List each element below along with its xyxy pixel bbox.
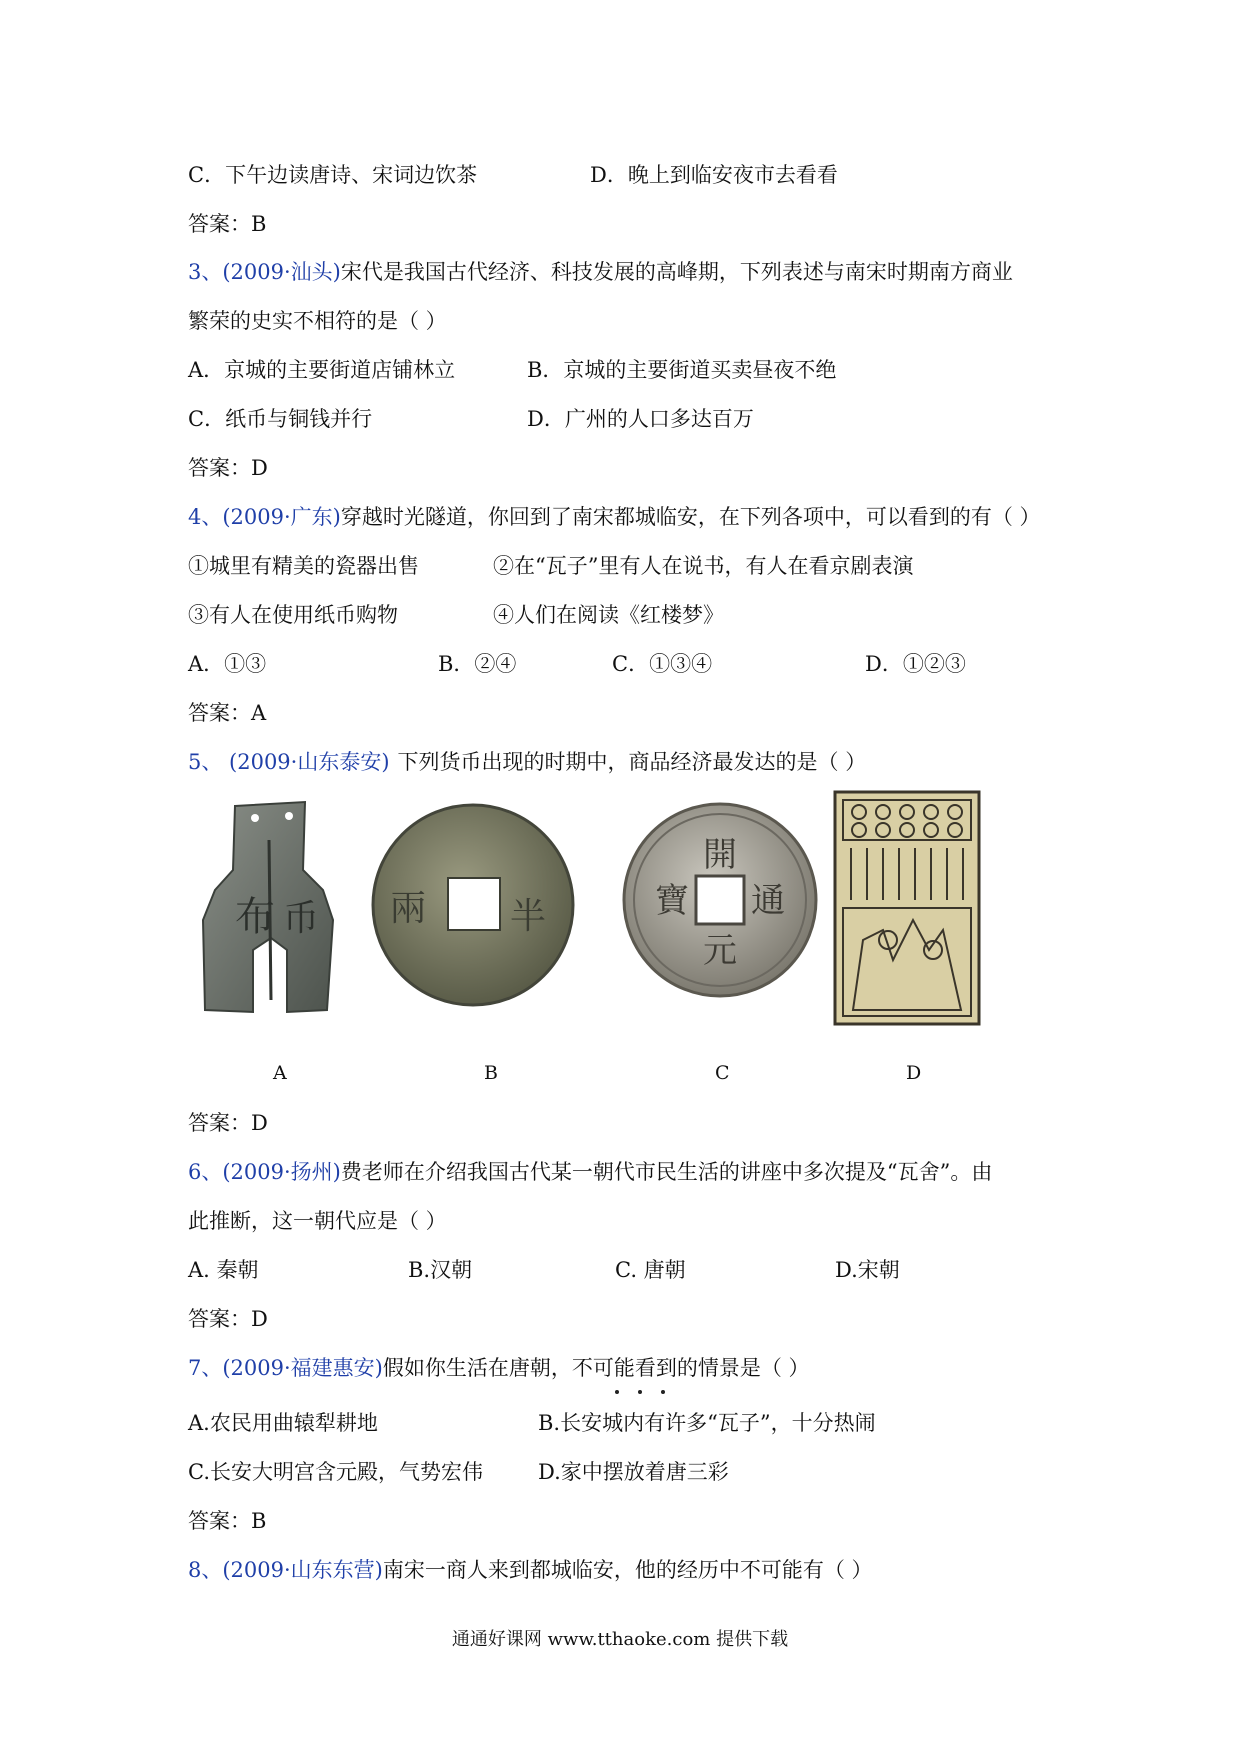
q6-answer: 答案：D	[188, 1307, 268, 1331]
q3-stem-line2: 繁荣的史实不相符的是（ ）	[188, 309, 447, 333]
q4-option-b: B．②④	[438, 652, 517, 676]
q7-answer: 答案：B	[188, 1509, 267, 1533]
coin-label-c: C	[715, 1062, 730, 1084]
q6-option-c: C. 唐朝	[615, 1258, 686, 1282]
q7-stem-text: 假如你生活在唐朝，不可能看到的情景是（ ）	[382, 1356, 810, 1380]
coin-label-a: A	[273, 1062, 287, 1084]
banliang-coin-image	[368, 800, 578, 1010]
q3-answer: 答案：D	[188, 456, 268, 480]
spade-coin-image	[195, 800, 345, 1020]
q3-stem-line1: 宋代是我国古代经济、科技发展的高峰期，下列表述与南宋时期南方商业	[340, 260, 1013, 284]
q8-stem	[188, 1555, 873, 1585]
q4-option-c: C．①③④	[612, 652, 713, 676]
q3-source-tag: 3、(2009·汕头)	[188, 260, 341, 284]
q3-option-d: D．广州的人口多达百万	[527, 407, 754, 431]
q7-option-b: B.长安城内有许多“瓦子”，十分热闹	[538, 1411, 876, 1435]
svg-text:币: 币	[283, 898, 320, 939]
svg-text:半: 半	[510, 896, 547, 937]
q6-source-tag: 6、(2009·扬州)	[188, 1160, 341, 1184]
q7-option-a: A.农民用曲辕犁耕地	[188, 1411, 378, 1435]
q4-option-d: D．①②③	[865, 652, 966, 676]
q8-source-tag: 8、(2009·山东东营)	[188, 1558, 383, 1582]
q5-stem	[188, 747, 866, 777]
q4-item-2: ②在“瓦子”里有人在说书，有人在看京剧表演	[493, 554, 914, 578]
coin-c-top-char: 開	[703, 835, 737, 875]
q4-stem-text: 穿越时光隧道，你回到了南宋都城临安，在下列各项中，可以看到的有（ ）	[340, 505, 1041, 529]
coin-label-b: B	[484, 1062, 498, 1084]
kaiyuan-coin-image	[620, 800, 820, 1000]
q4-item-4: ④人们在阅读《红楼梦》	[493, 603, 724, 627]
q5-answer: 答案：D	[188, 1111, 268, 1135]
q6-option-a: A. 秦朝	[188, 1258, 259, 1282]
q7-source-tag: 7、(2009·福建惠安)	[188, 1356, 383, 1380]
q4-stem	[188, 502, 1041, 532]
q6-option-d: D.宋朝	[835, 1258, 900, 1282]
emphasis-dot	[615, 1390, 619, 1394]
q4-item-3: ③有人在使用纸币购物	[188, 603, 398, 627]
q7-stem	[188, 1353, 810, 1383]
q6-stem	[188, 1157, 992, 1187]
page-footer: 通通好课网 www.tthaoke.com 提供下载	[451, 1629, 789, 1650]
coin-c-bottom-char: 元	[703, 931, 737, 971]
q3-option-a: A．京城的主要街道店铺林立	[188, 358, 456, 382]
emphasis-dot	[638, 1390, 642, 1394]
q4-item-1: ①城里有精美的瓷器出售	[188, 554, 419, 578]
svg-text:兩: 兩	[390, 888, 427, 929]
q3-stem	[188, 257, 1013, 287]
q5-source-tag: 5、 (2009·山东泰安)	[188, 750, 390, 774]
q6-stem-line2: 此推断，这一朝代应是（ ）	[188, 1209, 447, 1233]
q4-answer: 答案：A	[188, 701, 267, 725]
q4-option-a: A．①③	[188, 652, 267, 676]
q4-source-tag: 4、(2009·广东)	[188, 505, 341, 529]
q5-stem-text: 下列货币出现的时期中，商品经济最发达的是（ ）	[397, 750, 867, 774]
q7-option-d: D.家中摆放着唐三彩	[538, 1460, 729, 1484]
q6-stem-line1: 费老师在介绍我国古代某一朝代市民生活的讲座中多次提及“瓦舍”。由	[340, 1160, 993, 1184]
coin-c-right-char: 通	[751, 881, 785, 921]
q6-option-b: B.汉朝	[408, 1258, 473, 1282]
coin-label-d: D	[906, 1062, 922, 1084]
emphasis-dot	[661, 1390, 665, 1394]
coin-c-left-char: 寶	[655, 881, 689, 921]
q2-option-c: C．下午边读唐诗、宋词边饮茶	[188, 163, 478, 187]
q8-stem-text: 南宋一商人来到都城临安，他的经历中不可能有（ ）	[382, 1558, 873, 1582]
q3-option-c: C．纸币与铜钱并行	[188, 407, 373, 431]
svg-text:布: 布	[235, 894, 275, 940]
jiaozi-paper-money-image	[833, 790, 981, 1026]
q2-answer: 答案：B	[188, 212, 267, 236]
q7-option-c: C.长安大明宫含元殿，气势宏伟	[188, 1460, 483, 1484]
q3-option-b: B．京城的主要街道买卖昼夜不绝	[527, 358, 837, 382]
q2-option-d: D．晚上到临安夜市去看看	[590, 163, 838, 187]
